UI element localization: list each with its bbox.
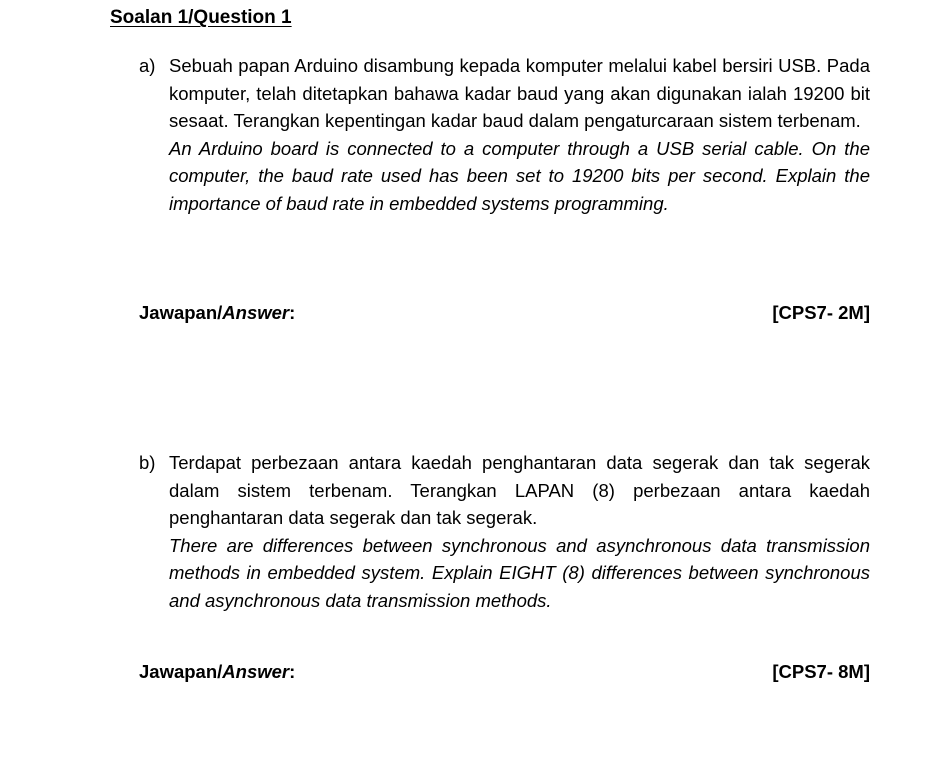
answer-label-b	[139, 661, 295, 683]
answer-label-a-prefix: Jawapan/	[139, 302, 223, 323]
answer-label-a-italic: Answer	[222, 302, 290, 323]
marks-a: [CPS7- 2M]	[772, 302, 870, 323]
question-b-malay-text: Terdapat perbezaan antara kaedah penghantaran data segerak dan tak segerak dalam sistem terbenam. Terangkan LAPAN (8) perbezaan antara kaedah penghantaran data segerak dan tak segerak.	[169, 452, 870, 529]
question-a	[139, 52, 870, 218]
question-b	[139, 449, 870, 615]
question-b-english-text: There are differences between synchronous and asynchronous data transmission methods in embedded system. Explain EIGHT (8) differences between synchronous and asynchronous data transmission methods.	[169, 534, 870, 611]
question-heading: Soalan 1/Question 1	[110, 7, 292, 28]
question-a-body	[169, 52, 870, 218]
answer-label-b-italic: Answer	[222, 661, 290, 682]
question-b-body	[169, 449, 870, 615]
question-b-label: b)	[139, 452, 156, 473]
answer-label-a	[139, 302, 295, 324]
answer-row-b	[139, 661, 870, 683]
answer-label-a-suffix: :	[289, 302, 296, 323]
marks-b: [CPS7- 8M]	[772, 661, 870, 682]
answer-row-a	[139, 302, 870, 324]
question-a-malay-text: Sebuah papan Arduino disambung kepada komputer melalui kabel bersiri USB. Pada komputer, telah ditetapkan bahawa kadar baud yang akan digunakan ialah 19200 bit sesaat. Terangkan kepentingan kadar baud dalam pengaturcaraan sistem terbenam.	[169, 55, 870, 132]
answer-label-b-prefix: Jawapan/	[139, 661, 223, 682]
answer-label-b-suffix: :	[289, 661, 296, 682]
question-a-english-text: An Arduino board is connected to a computer through a USB serial cable. On the computer, the baud rate used has been set to 19200 bits per second. Explain the importance of baud rate in embedded systems programming.	[169, 137, 870, 214]
question-a-label: a)	[139, 55, 156, 76]
